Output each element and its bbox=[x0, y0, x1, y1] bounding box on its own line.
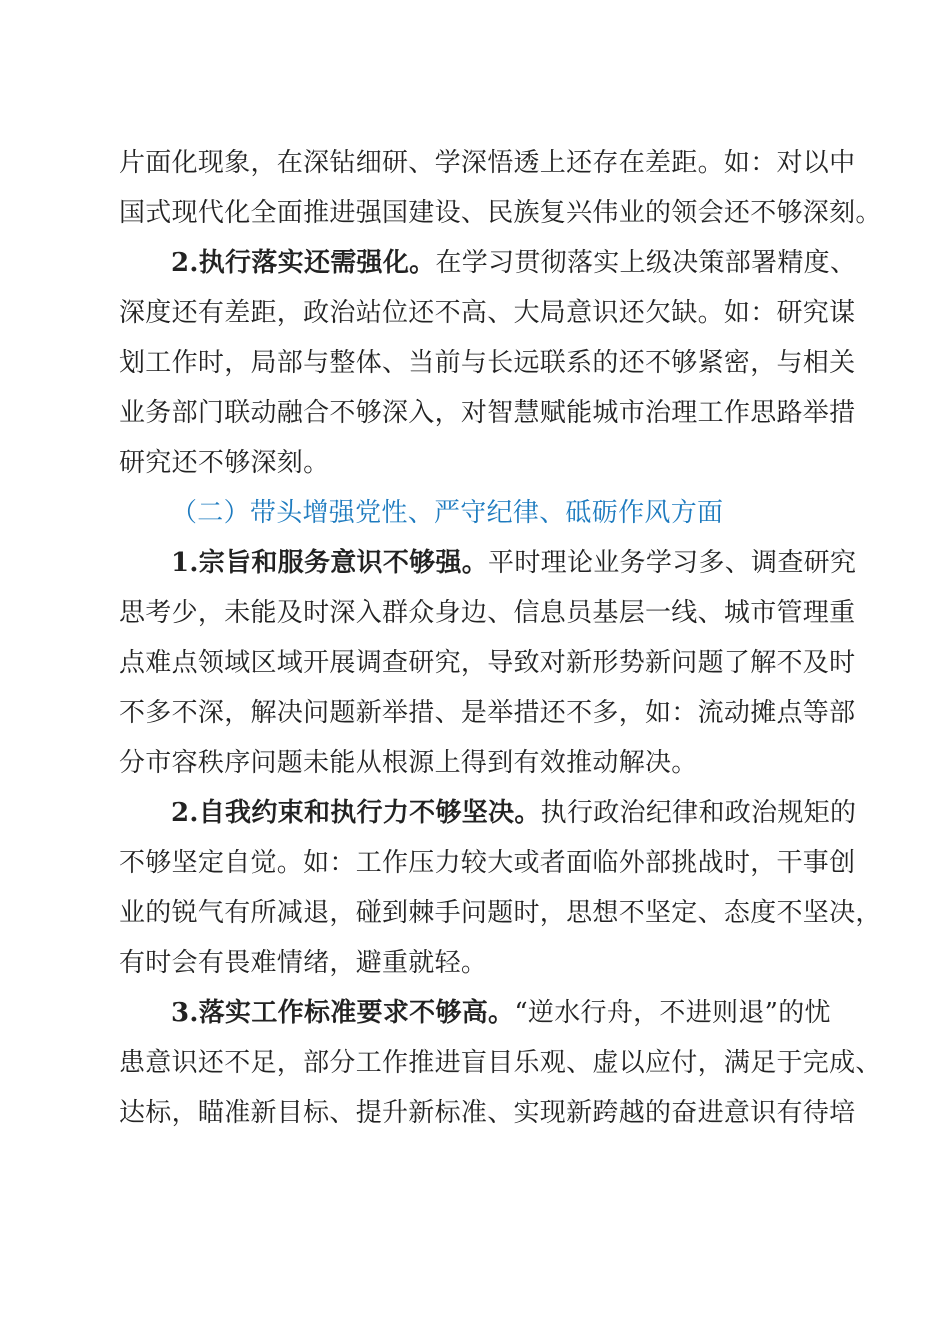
section-heading-text: （二）带头增强党性、严守纪律、砥砺作风方面 bbox=[171, 498, 724, 528]
line-text: 不多不深，解决问题新举措、是举措还不多，如：流动摊点等部 bbox=[119, 698, 856, 728]
paragraph-line bbox=[119, 697, 856, 729]
item-heading-line bbox=[171, 247, 891, 279]
line-text: 片面化现象，在深钻细研、学深悟透上还存在差距。如：对以中 bbox=[119, 148, 856, 178]
line-text: 有时会有畏难情绪，避重就轻。 bbox=[119, 948, 488, 978]
paragraph-line bbox=[119, 397, 856, 429]
item-heading-line bbox=[171, 547, 891, 579]
line-text: 平时理论业务学习多、调查研究 bbox=[488, 548, 857, 578]
line-text: 患意识还不足，部分工作推进盲目乐观、虚以应付，满足于完成、 bbox=[119, 1048, 882, 1078]
item-heading-line bbox=[171, 997, 891, 1029]
paragraph-line bbox=[119, 347, 856, 379]
paragraph-line bbox=[119, 147, 856, 179]
item-heading: 1.宗旨和服务意识不够强。 bbox=[171, 548, 489, 578]
paragraph-line bbox=[119, 947, 839, 979]
item-heading: 3.落实工作标准要求不够高。 bbox=[171, 998, 515, 1028]
paragraph-line bbox=[119, 597, 856, 629]
paragraph-line bbox=[119, 747, 839, 779]
line-text: 在学习贯彻落实上级决策部署精度、 bbox=[435, 248, 857, 278]
paragraph-line bbox=[119, 447, 839, 479]
line-text: “逆水行舟，不进则退”的忧 bbox=[514, 998, 831, 1028]
line-text: 业的锐气有所减退，碰到棘手问题时，思想不坚定、态度不坚决， bbox=[119, 898, 882, 928]
line-text: 研究还不够深刻。 bbox=[119, 448, 330, 478]
paragraph-line bbox=[119, 1097, 856, 1129]
section-heading bbox=[171, 497, 891, 529]
paragraph-line bbox=[119, 197, 882, 229]
item-heading: 2.自我约束和执行力不够坚决。 bbox=[171, 798, 541, 828]
item-heading-line bbox=[171, 797, 891, 829]
line-text: 执行政治纪律和政治规矩的 bbox=[540, 798, 857, 828]
line-text: 深度还有差距，政治站位还不高、大局意识还欠缺。如：研究谋 bbox=[119, 298, 856, 328]
paragraph-line bbox=[119, 847, 856, 879]
line-text: 达标，瞄准新目标、提升新标准、实现新跨越的奋进意识有待培 bbox=[119, 1098, 856, 1128]
paragraph-line bbox=[119, 297, 856, 329]
paragraph-line bbox=[119, 647, 856, 679]
line-text: 不够坚定自觉。如：工作压力较大或者面临外部挑战时，干事创 bbox=[119, 848, 856, 878]
line-text: 国式现代化全面推进强国建设、民族复兴伟业的领会还不够深刻。 bbox=[119, 198, 882, 228]
line-text: 划工作时，局部与整体、当前与长远联系的还不够紧密，与相关 bbox=[119, 348, 856, 378]
line-text: 思考少，未能及时深入群众身边、信息员基层一线、城市管理重 bbox=[119, 598, 856, 628]
line-text: 分市容秩序问题未能从根源上得到有效推动解决。 bbox=[119, 748, 698, 778]
line-text: 业务部门联动融合不够深入，对智慧赋能城市治理工作思路举措 bbox=[119, 398, 856, 428]
line-text: 点难点领域区域开展调查研究，导致对新形势新问题了解不及时 bbox=[119, 648, 856, 678]
paragraph-line bbox=[119, 897, 882, 929]
paragraph-line bbox=[119, 1047, 882, 1079]
item-heading: 2.执行落实还需强化。 bbox=[171, 248, 436, 278]
